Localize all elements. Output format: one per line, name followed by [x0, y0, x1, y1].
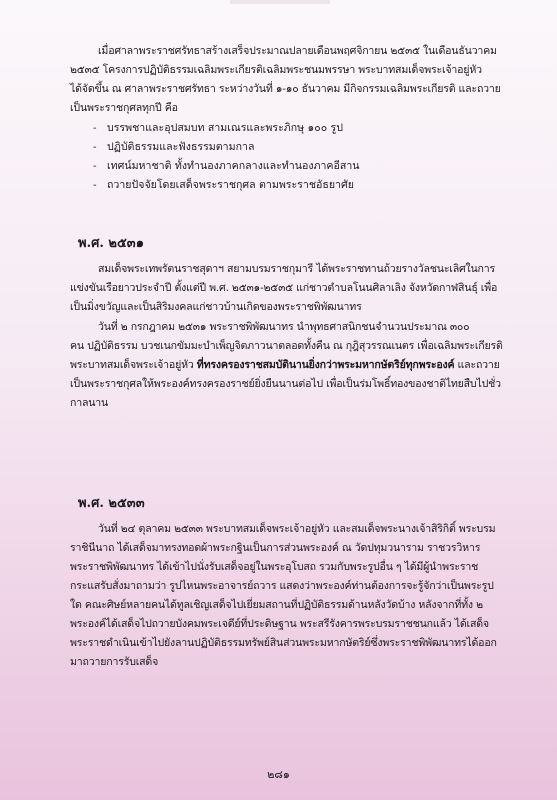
- para-line: กาลนาน: [70, 397, 109, 409]
- bullet-text: เทศน์มหาชาติ ทั้งทำนองภาคกลางและทำนองภาคอีสาน: [107, 160, 360, 172]
- para-line: กระแสรับสั่งมาถามว่า รูปไหนพระอาจารย์ถวาร แสดงว่าพระองค์ท่านต้องการจะรู้จักว่าเป็นพระรูป: [70, 580, 494, 592]
- dash-icon: -: [93, 179, 97, 191]
- para-line: ราชินีนาถ ได้เสด็จมาทรงทอดผ้าพระกฐินเป็นการส่วนพระองค์ ณ วัดปทุมวนาราม ราชวรวิหาร: [70, 542, 481, 554]
- para-line: เป็นพระราชกุศลให้พระองค์ทรงครองราชย์ยิ่งยืนนานต่อไป เพื่อเป็นร่มโพธิ์ทองของชาติไทยสืบไปชั่ว: [70, 378, 501, 390]
- para-line: เป็นมิ่งขวัญและเป็นสิริมงคลแก่ชาวบ้านเกิดของพระราชพิพัฒนาทร: [70, 301, 362, 313]
- para-line: วันที่ ๒๔ ตุลาคม ๒๕๓๓ พระบาทสมเด็จพระเจ้าอยู่หัว และสมเด็จพระนางเจ้าสิริกิติ์ พระบรม: [98, 523, 496, 535]
- bullet-text: ปฏิบัติธรรมและฟังธรรมตามกาล: [107, 141, 255, 153]
- text-segment: และถวาย: [454, 359, 500, 371]
- para-line: พระราชดำเนินเข้าไปยังลานปฏิบัติธรรมทรัพย์สินส่วนพระมหากษัตริย์ซึ่งพระราชพิพัฒนาทรได้ออก: [70, 637, 497, 649]
- para-line: แข่งขันเรือยาวประจำปี ตั้งแต่ปี พ.ศ. ๒๕๓๑-๒๕๓๕ แก่ชาวตำบลโนนศิลาเลิง จังหวัดกาฬสินธุ์ เพื่อ: [70, 282, 498, 294]
- bullet-item: [93, 140, 254, 154]
- para-line: คน ปฏิบัติธรรม บวชเนกขัมมะบำเพ็ญจิตภาวนาตลอดทั้งคืน ณ กุฎิสุวรรณเนตร เพื่อเฉลิมพระเกียรติ: [70, 340, 503, 352]
- para-line: ใด คณะศิษย์หลายคนได้ทูลเชิญเสด็จไปเยี่ยมสถานที่ปฏิบัติธรรมด้านหลังวัดบ้าง หลังจากที่ทั้ง ๒: [70, 599, 483, 611]
- scan-mark: [230, 0, 330, 4]
- dash-icon: -: [93, 122, 97, 134]
- page-number: ๒๘๑: [267, 768, 290, 781]
- intro-line-3: ได้จัดขึ้น ณ ศาลาพระราชศรัทธา ระหว่างวันที่ ๑-๑๐ ธันวาคม มีกิจกรรมเฉลิมพระเกียรติ และถวาย: [70, 83, 501, 95]
- para-line: พระราชพิพัฒนาทร ได้เข้าไปนั่งรับเสด็จอยู่ในพระอุโบสถ รวมกับพระรูปอื่น ๆ ได้มีผู้นำพระราช: [70, 561, 479, 573]
- intro-line-4: เป็นพระราชกุศลทุกปี คือ: [70, 102, 178, 114]
- para-line: พระองค์ได้เสด็จไปถวายบังคมพระเจดีย์ที่ประดิษฐาน พระสรีรังคารพระบรมราชชนกแล้ว ได้เสด็จ: [70, 618, 489, 630]
- para-line: สมเด็จพระเทพรัตนราชสุดาฯ สยามบรมราชกุมารี ได้พระราชทานถ้วยรางวัลชนะเลิศในการ: [98, 263, 496, 275]
- intro-line-2: ๒๕๓๕ โครงการปฏิบัติธรรมเฉลิมพระเกียรติเฉลิมพระชนมพรรษา พระบาทสมเด็จพระเจ้าอยู่หัว: [70, 64, 482, 76]
- section-heading-2531: พ.ศ. ๒๕๓๑: [78, 236, 144, 251]
- bullet-text: ถวายปัจจัยโดยเสด็จพระราชกุศล ตามพระราชอัธยาศัย: [107, 179, 354, 191]
- dash-icon: -: [93, 160, 97, 172]
- para-line: มาถวายการรับเสด็จ: [70, 656, 159, 668]
- bullet-item: [93, 121, 343, 135]
- para-line-with-emphasis: [70, 358, 500, 372]
- bullet-item: [93, 178, 354, 192]
- bullet-item: [93, 159, 360, 173]
- section-heading-2533: พ.ศ. ๒๕๓๓: [78, 496, 145, 511]
- para-line: วันที่ ๒ กรกฎาคม ๒๕๓๑ พระราชพิพัฒนาทร นำพุทธศาสนิกชนจำนวนประมาณ ๓๐๐: [98, 321, 470, 333]
- text-segment: พระบาทสมเด็จพระเจ้าอยู่หัว: [70, 359, 197, 371]
- intro-line-1: เมื่อศาลาพระราชศรัทธาสร้างเสร็จประมาณปลายเดือนพฤศจิกายน ๒๕๓๕ ในเดือนธันวาคม: [98, 45, 497, 57]
- dash-icon: -: [93, 141, 97, 153]
- emphasized-text: ที่ทรงครองราชสมบัตินานยิ่งกว่าพระมหากษัตริย์ทุกพระองค์: [196, 359, 455, 371]
- bullet-text: บรรพชาและอุปสมบท สามเณรและพระภิกษุ ๑๐๐ รูป: [107, 122, 343, 134]
